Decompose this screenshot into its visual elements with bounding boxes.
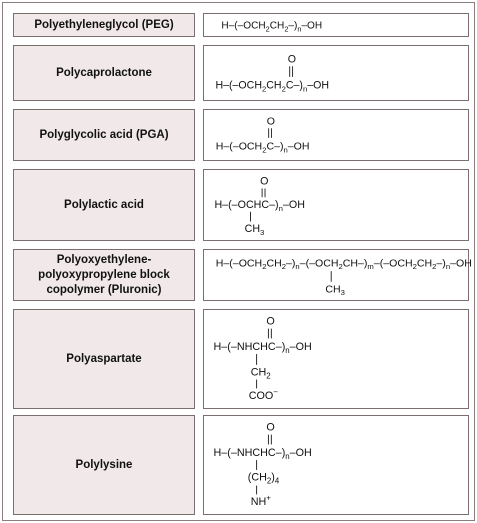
formula-text-polylysine: $H-(-NHCHC-)_n-OH$ [213,447,312,462]
row-name-polylysine: Polylysine [13,415,195,515]
formula-text-polyaspartate: $H-(-NHCHC-)_n-OH$ [213,341,312,356]
carboxylate-group: COO− [248,387,278,403]
carbonyl-oxygen: O [266,115,275,128]
row-name-polylactic: Polylactic acid [13,169,195,241]
formula-text-polylactic: $H-(-OCHC-)_n-OH$ [214,198,305,213]
row-formula-pga [203,109,469,161]
formula-text-peg: $H-(-OCH_2CH_2-)_n-OH$ [221,20,323,34]
table-frame [2,2,475,521]
row-formula-polylactic [203,169,469,241]
row-formula-polycaprolactone [203,45,469,101]
carbonyl-oxygen: O [266,421,275,434]
formula-text-polycaprolactone: $H-(-OCH_2CH_2C-)_n-OH$ [215,79,330,94]
row-formula-peg [203,13,469,37]
carbonyl-oxygen: O [260,175,269,188]
carbonyl-oxygen: O [266,315,275,328]
row-formula-pluronic [203,249,472,301]
carbonyl-oxygen: O [287,53,297,66]
ammonium-group: NH+ [250,493,271,509]
row-formula-polyaspartate [203,309,469,409]
row-name-pga: Polyglycolic acid (PGA) [13,109,195,161]
row-name-polycaprolactone: Polycaprolactone [13,45,195,101]
formula-text-pga: $H-(-OCH_2C-)_n-OH$ [215,140,310,155]
row-name-pluronic: Polyoxyethylene-polyoxypropylene block copolymer (Pluronic) [13,249,195,301]
side-chain-ch2: $CH_2$ [250,366,271,381]
methyl-group: $CH_3$ [325,283,345,298]
row-name-peg: Polyethyleneglycol (PEG) [13,13,195,37]
row-formula-polylysine [203,415,469,515]
row-name-polyaspartate: Polyaspartate [13,309,195,409]
side-chain-ch2-4: $(CH_2)_4$ [247,471,280,486]
methyl-group: $CH_3$ [244,223,265,238]
formula-text-pluronic: $H-(-OCH_2CH_2-)_n-(-OCH_2CH-)_m-(-OCH_2CH_2-)_n-OH$ [215,257,472,272]
